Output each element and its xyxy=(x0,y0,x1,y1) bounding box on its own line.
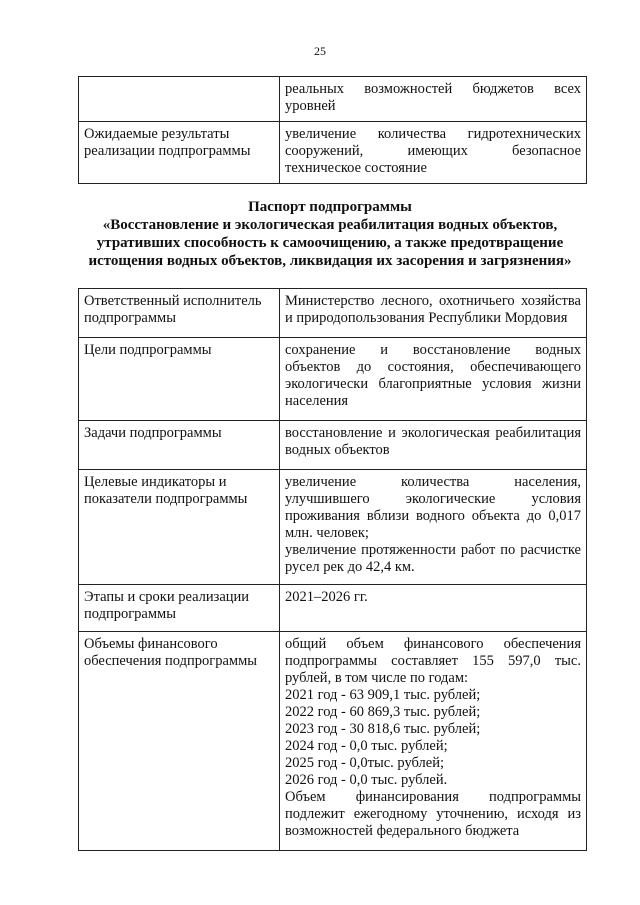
cell-line: уровней xyxy=(285,98,336,114)
cell-line: 2026 год - 0,0 тыс. рублей. xyxy=(285,772,448,788)
cell-line: Министерство лесного, охотничьего хозяйства xyxy=(285,293,581,309)
cell-line: реализации подпрограммы xyxy=(84,143,251,159)
table-cell-left xyxy=(79,632,280,851)
page-number: 25 xyxy=(314,44,326,58)
table-cell-left xyxy=(79,421,280,470)
cell-line: Целевые индикаторы и xyxy=(84,474,227,490)
cell-line: восстановление и экологическая реабилитация xyxy=(285,425,581,441)
table-cell-right xyxy=(280,585,587,632)
table-row xyxy=(79,585,587,632)
cell-line: 2022 год - 60 869,3 тыс. рублей; xyxy=(285,704,481,720)
cell-line: населения xyxy=(285,393,349,409)
table-row xyxy=(79,632,587,851)
cell-line: Объемы финансового xyxy=(84,636,218,652)
table-cell-right xyxy=(280,77,587,122)
cell-line: и природопользования Республики Мордовия xyxy=(285,310,568,326)
cell-line: подлежит ежегодному уточнению, исходя из xyxy=(285,806,581,822)
cell-line: 2025 год - 0,0тыс. рублей; xyxy=(285,755,444,771)
cell-line: увеличение протяженности работ по расчистке xyxy=(285,542,581,558)
cell-line: Этапы и сроки реализации xyxy=(84,589,250,605)
table-cell-left xyxy=(79,289,280,338)
cell-line: объектов до состояния, обеспечивающего xyxy=(285,359,581,375)
cell-line: подпрограммы составляет 155 597,0 тыс. xyxy=(285,653,581,669)
cell-line: рублей, в том числе по годам: xyxy=(285,670,469,686)
table-cell-right xyxy=(280,289,587,338)
table-cell-right xyxy=(280,338,587,421)
cell-line: экологически благоприятные условия жизни xyxy=(285,376,581,392)
cell-line: сохранение и восстановление водных xyxy=(285,342,581,358)
cell-line: обеспечения подпрограммы xyxy=(84,653,258,669)
cell-line: возможностей федерального бюджета xyxy=(285,823,520,839)
cell-line: 2024 год - 0,0 тыс. рублей; xyxy=(285,738,448,754)
table-row xyxy=(79,338,587,421)
heading-line: истощения водных объектов, ликвидация их засорения и загрязнения» xyxy=(88,253,572,269)
table-row xyxy=(79,122,587,184)
table-cell-right xyxy=(280,470,587,585)
table-cell-right xyxy=(280,421,587,470)
table-row xyxy=(79,77,587,122)
cell-line: подпрограммы xyxy=(84,606,176,622)
cell-line: реальных возможностей бюджетов всех xyxy=(285,81,581,97)
cell-line: водных объектов xyxy=(285,442,390,458)
table-row xyxy=(79,289,587,338)
cell-line: проживания вблизи водного объекта до 0,017 xyxy=(285,508,581,524)
table-row xyxy=(79,421,587,470)
table-cell-left xyxy=(79,77,280,122)
cell-line: Цели подпрограммы xyxy=(84,342,212,358)
passport-table xyxy=(78,288,587,851)
table-cell-left xyxy=(79,470,280,585)
passport-heading xyxy=(60,198,600,270)
table-cell-right xyxy=(280,122,587,184)
cell-line: общий объем финансового обеспечения xyxy=(285,636,581,652)
cell-line: техническое состояние xyxy=(285,160,427,176)
cell-line: 2021 год - 63 909,1 тыс. рублей; xyxy=(285,687,481,703)
cell-line: Объем финансирования подпрограммы xyxy=(285,789,581,805)
cell-line: Ожидаемые результаты xyxy=(84,126,230,142)
table-cell-left xyxy=(79,585,280,632)
table-cell-right xyxy=(280,632,587,851)
cell-line: подпрограммы xyxy=(84,310,176,326)
cell-line: увеличение количества гидротехнических xyxy=(285,126,581,142)
cell-line: русел рек до 42,4 км. xyxy=(285,559,415,575)
cell-line: Задачи подпрограммы xyxy=(84,425,222,441)
cell-line: показатели подпрограммы xyxy=(84,491,248,507)
cell-line: сооружений, имеющих безопасное xyxy=(285,143,581,159)
cell-line: увеличение количества населения, xyxy=(285,474,581,490)
heading-line: Паспорт подпрограммы xyxy=(248,199,412,215)
table-row xyxy=(79,470,587,585)
heading-line: утративших способность к самоочищению, а также предотвращение xyxy=(96,235,564,251)
cell-line: 2023 год - 30 818,6 тыс. рублей; xyxy=(285,721,481,737)
cell-line: Ответственный исполнитель xyxy=(84,293,262,309)
top-table-continuation xyxy=(78,76,587,184)
cell-line: млн. человек; xyxy=(285,525,369,541)
cell-line: улучшившего экологические условия xyxy=(285,491,581,507)
heading-line: «Восстановление и экологическая реабилитация водных объектов, xyxy=(102,217,558,233)
table-cell-left xyxy=(79,122,280,184)
table-cell-left xyxy=(79,338,280,421)
cell-line: 2021–2026 гг. xyxy=(285,589,368,605)
